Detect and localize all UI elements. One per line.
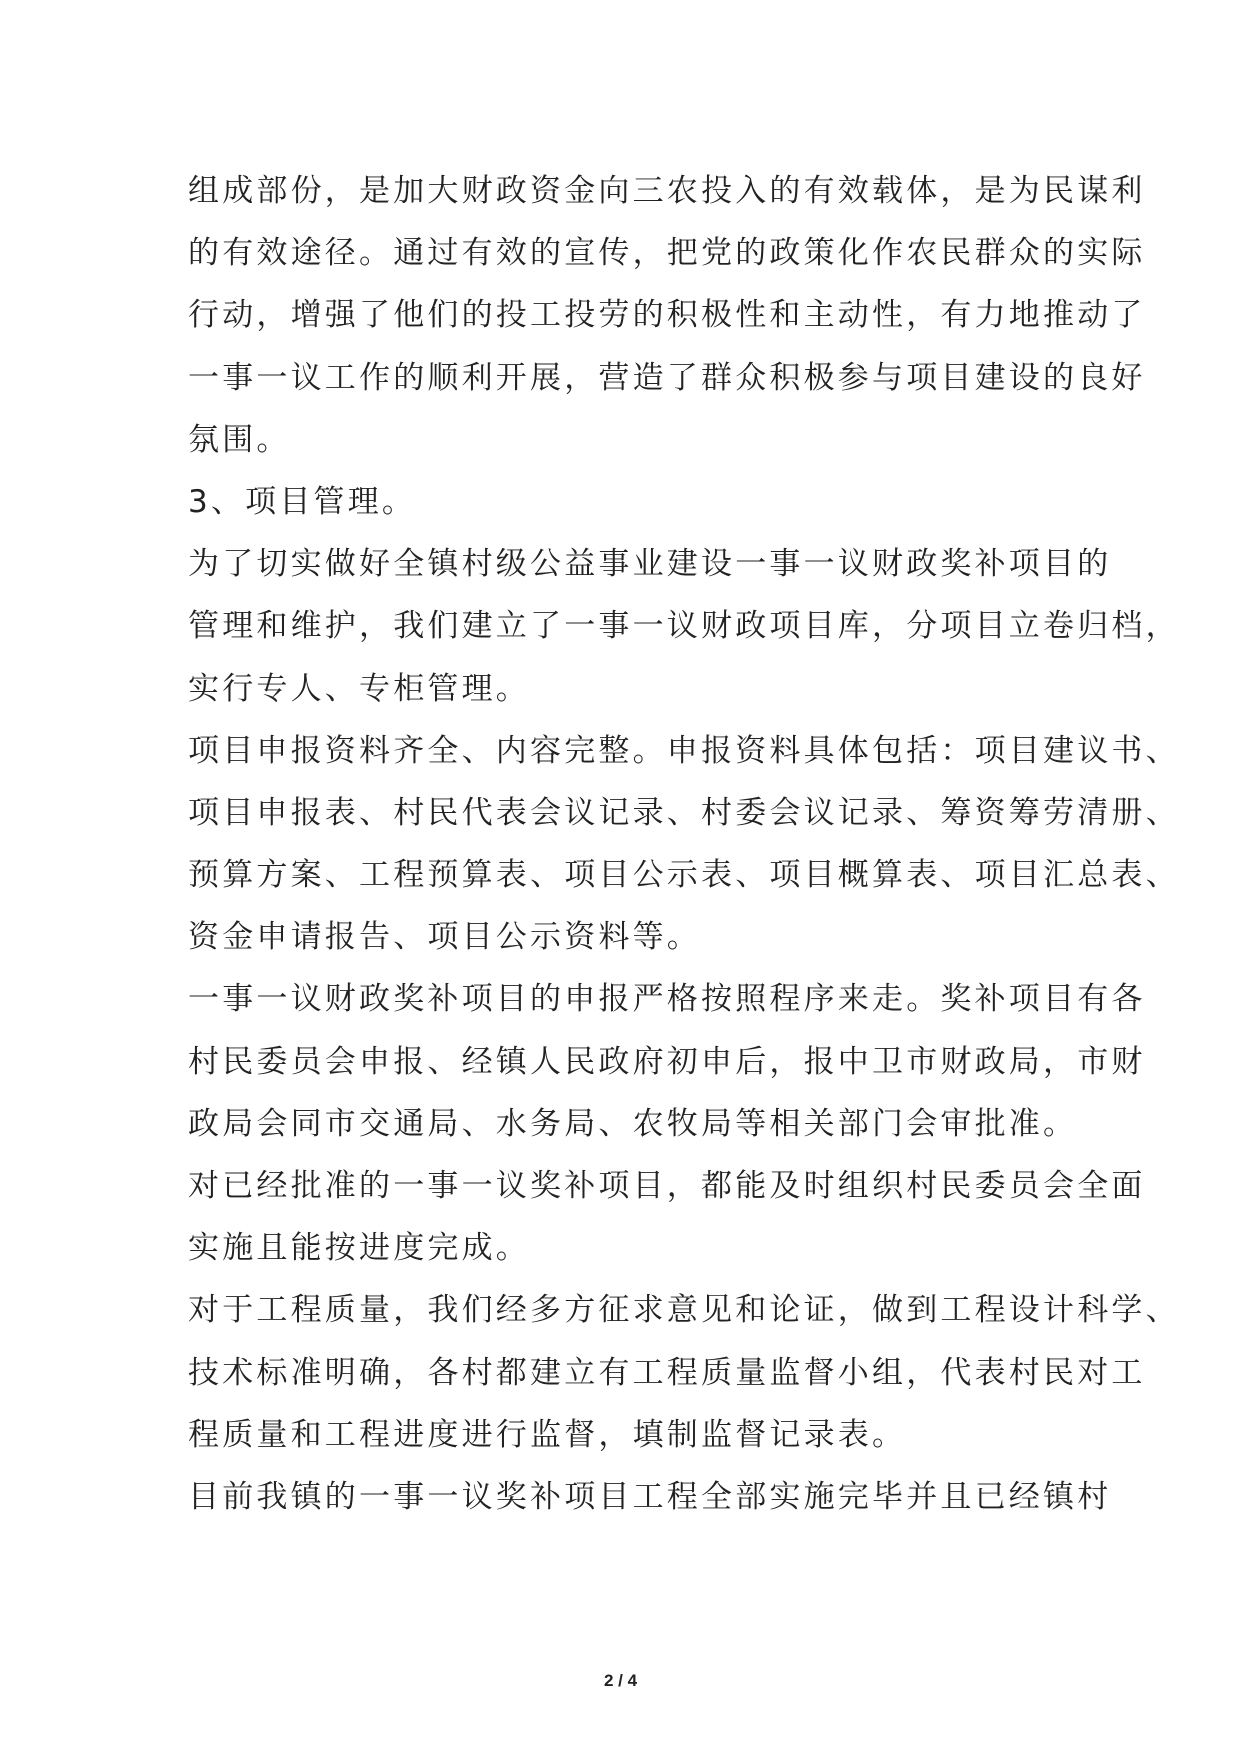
text-line: 实行专人、专柜管理。 xyxy=(188,670,530,707)
text-line: 目前我镇的一事一议奖补项目工程全部实施完毕并且已经镇村 xyxy=(188,1478,1112,1515)
text-line: 资金申请报告、项目公示资料等。 xyxy=(188,919,701,956)
text-line: 一事一议工作的顺利开展，营造了群众积极参与项目建设的良好 xyxy=(188,359,1146,396)
text-line: 行动，增强了他们的投工投劳的积极性和主动性，有力地推动了 xyxy=(188,297,1146,334)
text-line: 程质量和工程进度进行监督，填制监督记录表。 xyxy=(188,1416,907,1453)
text-line: 项目申报资料齐全、内容完整。申报资料具体包括：项目建议书、 xyxy=(188,732,1180,769)
page-number: 2 / 4 xyxy=(603,1671,638,1690)
document-body xyxy=(188,160,1180,1528)
text-line: 一事一议财政奖补项目的申报严格按照程序来走。奖补项目有各 xyxy=(188,981,1146,1018)
text-line: 对已经批准的一事一议奖补项目，都能及时组织村民委员会全面 xyxy=(188,1168,1146,1204)
text-line: 村民委员会申报、经镇人民政府初申后，报中卫市财政局，市财 xyxy=(188,1043,1146,1080)
text-line: 对于工程质量，我们经多方征求意见和论证，做到工程设计科学、 xyxy=(188,1292,1180,1329)
text-line: 氛围。 xyxy=(188,421,291,458)
text-line: 实施且能按进度完成。 xyxy=(188,1230,530,1267)
text-line: 技术标准明确，各村都建立有工程质量监督小组，代表村民对工 xyxy=(188,1354,1146,1391)
text-line: 为了切实做好全镇村级公益事业建设一事一议财政奖补项目的 xyxy=(188,546,1112,583)
text-line: 政局会同市交通局、水务局、农牧局等相关部门会审批准。 xyxy=(188,1105,1078,1142)
text-line: 预算方案、工程预算表、项目公示表、项目概算表、项目汇总表、 xyxy=(188,857,1180,894)
section-heading: 3、项目管理。 xyxy=(188,483,417,520)
text-line: 组成部份，是加大财政资金向三农投入的有效载体，是为民谋利 xyxy=(188,173,1146,209)
text-line: 项目申报表、村民代表会议记录、村委会议记录、筹资筹劳清册、 xyxy=(188,794,1180,831)
text-line: 的有效途径。通过有效的宣传，把党的政策化作农民群众的实际 xyxy=(188,235,1146,272)
text-line: 管理和维护，我们建立了一事一议财政项目库，分项目立卷归档， xyxy=(188,608,1180,645)
